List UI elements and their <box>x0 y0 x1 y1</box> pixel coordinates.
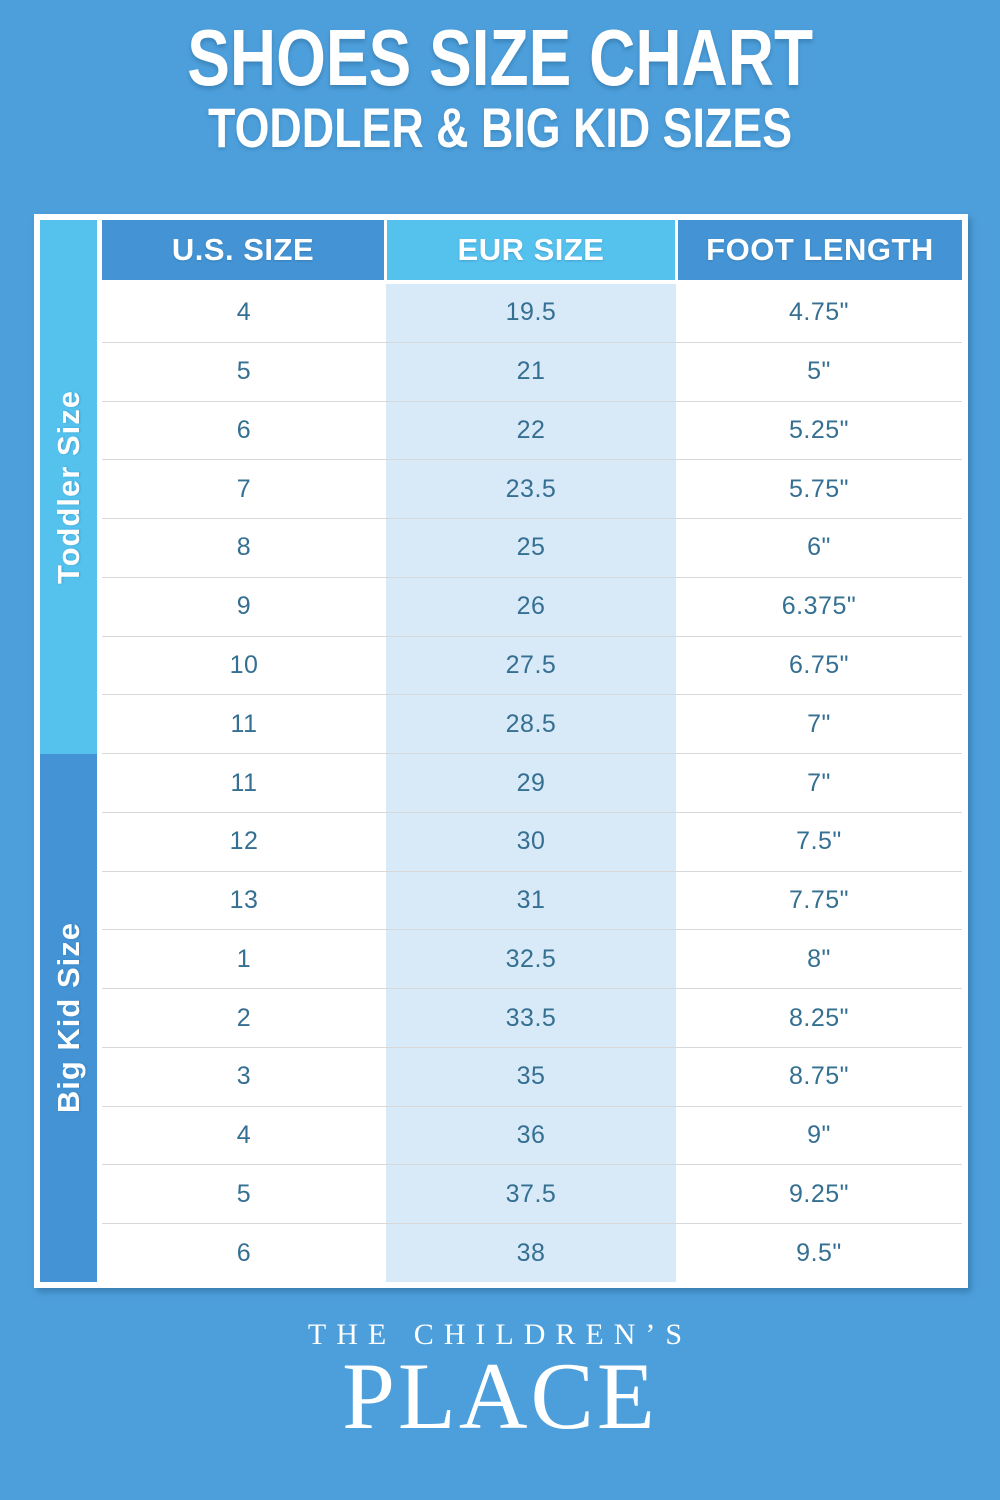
us-size-cell: 6 <box>102 402 386 460</box>
us-size-cell: 7 <box>102 460 386 518</box>
foot-length-cell: 6.375" <box>676 578 962 636</box>
foot-length-cell: 7" <box>676 695 962 753</box>
foot-length-cell: 8" <box>676 930 962 988</box>
table-row <box>102 577 962 636</box>
eur-size-cell: 31 <box>386 872 676 930</box>
eur-size-cell: 29 <box>386 754 676 812</box>
table-row <box>102 401 962 460</box>
us-size-cell: 8 <box>102 519 386 577</box>
foot-length-cell: 7.5" <box>676 813 962 871</box>
foot-length-cell: 8.25" <box>676 989 962 1047</box>
table-body <box>102 284 962 1282</box>
foot-length-cell: 9.5" <box>676 1224 962 1282</box>
big-kid-size-label: Big Kid Size <box>50 922 86 1114</box>
table-row <box>102 812 962 871</box>
us-size-cell: 10 <box>102 637 386 695</box>
us-size-cell: 1 <box>102 930 386 988</box>
us-size-cell: 4 <box>102 1107 386 1165</box>
eur-size-header: EUR SIZE <box>387 220 675 280</box>
eur-size-cell: 35 <box>386 1048 676 1106</box>
eur-size-cell: 36 <box>386 1107 676 1165</box>
us-size-cell: 6 <box>102 1224 386 1282</box>
table-row <box>102 518 962 577</box>
eur-size-cell: 30 <box>386 813 676 871</box>
us-size-cell: 11 <box>102 695 386 753</box>
brand-logo <box>0 1318 1000 1449</box>
foot-length-cell: 6.75" <box>676 637 962 695</box>
page-title: SHOES SIZE CHART <box>187 13 813 102</box>
us-size-cell: 11 <box>102 754 386 812</box>
table-row <box>102 636 962 695</box>
brand-logo-line1: THE CHILDREN’S <box>307 1318 693 1351</box>
foot-length-cell: 5.75" <box>676 460 962 518</box>
table-row <box>102 988 962 1047</box>
foot-length-cell: 7" <box>676 754 962 812</box>
us-size-cell: 12 <box>102 813 386 871</box>
size-table-main <box>102 220 962 1282</box>
eur-size-cell: 32.5 <box>386 930 676 988</box>
foot-length-header: FOOT LENGTH <box>678 220 962 280</box>
table-row <box>102 929 962 988</box>
foot-length-cell: 5.25" <box>676 402 962 460</box>
eur-size-cell: 28.5 <box>386 695 676 753</box>
foot-length-cell: 4.75" <box>676 284 962 342</box>
foot-length-cell: 9" <box>676 1107 962 1165</box>
us-size-cell: 4 <box>102 284 386 342</box>
us-size-cell: 2 <box>102 989 386 1047</box>
title-block <box>0 13 1000 159</box>
eur-size-cell: 38 <box>386 1224 676 1282</box>
eur-size-cell: 37.5 <box>386 1165 676 1223</box>
foot-length-cell: 5" <box>676 343 962 401</box>
page-subtitle: TODDLER & BIG KID SIZES <box>207 96 793 159</box>
table-row <box>102 284 962 342</box>
table-header-row <box>102 220 962 280</box>
table-row <box>102 1047 962 1106</box>
table-row <box>102 871 962 930</box>
toddler-size-section-strip <box>40 220 97 754</box>
eur-size-cell: 27.5 <box>386 637 676 695</box>
brand-logo-line2: PLACE <box>342 1343 658 1449</box>
us-size-cell: 5 <box>102 343 386 401</box>
big-kid-size-section-strip <box>40 754 97 1282</box>
eur-size-cell: 23.5 <box>386 460 676 518</box>
section-strip-column <box>40 220 97 1282</box>
table-row <box>102 1164 962 1223</box>
foot-length-cell: 7.75" <box>676 872 962 930</box>
us-size-header: U.S. SIZE <box>102 220 384 280</box>
size-table <box>34 214 968 1288</box>
toddler-size-label: Toddler Size <box>50 389 86 584</box>
table-row <box>102 1106 962 1165</box>
us-size-cell: 9 <box>102 578 386 636</box>
table-row <box>102 342 962 401</box>
eur-size-cell: 22 <box>386 402 676 460</box>
foot-length-cell: 8.75" <box>676 1048 962 1106</box>
eur-size-cell: 19.5 <box>386 284 676 342</box>
table-row <box>102 753 962 812</box>
eur-size-cell: 25 <box>386 519 676 577</box>
us-size-cell: 5 <box>102 1165 386 1223</box>
table-row <box>102 694 962 753</box>
foot-length-cell: 9.25" <box>676 1165 962 1223</box>
eur-size-cell: 33.5 <box>386 989 676 1047</box>
us-size-cell: 3 <box>102 1048 386 1106</box>
eur-size-cell: 26 <box>386 578 676 636</box>
table-row <box>102 459 962 518</box>
us-size-cell: 13 <box>102 872 386 930</box>
foot-length-cell: 6" <box>676 519 962 577</box>
table-row <box>102 1223 962 1282</box>
eur-size-cell: 21 <box>386 343 676 401</box>
